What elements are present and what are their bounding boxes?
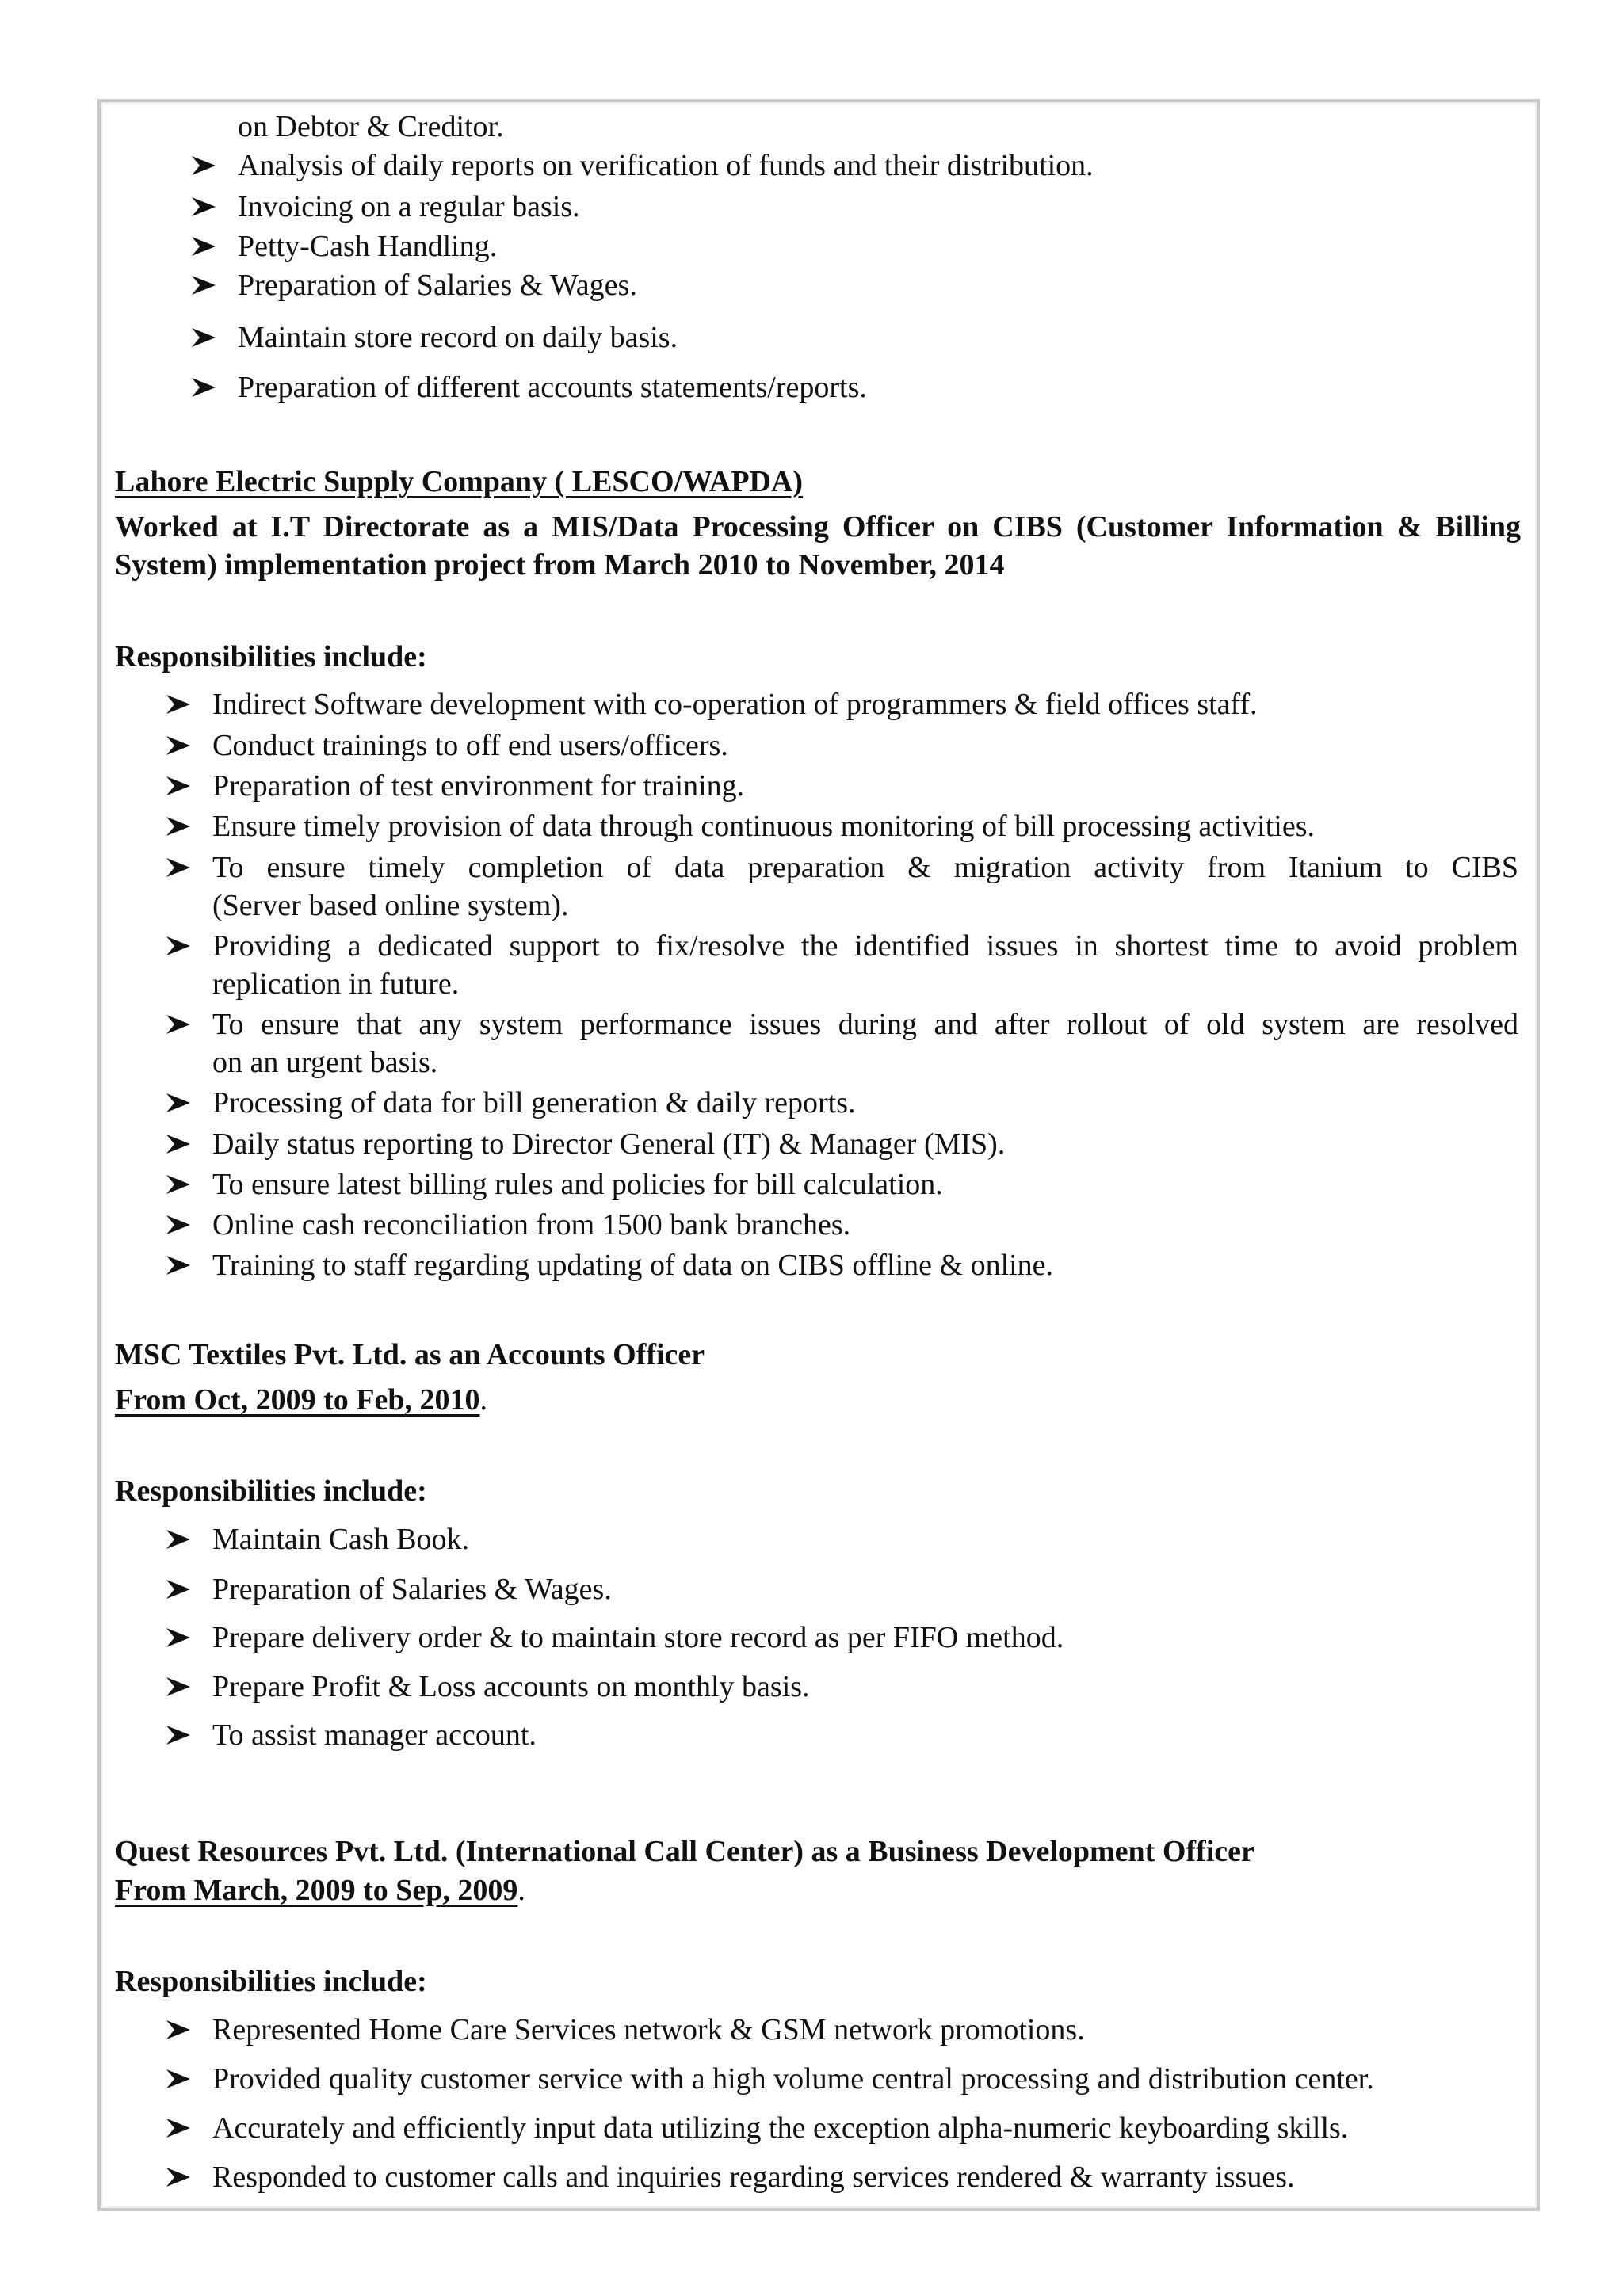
- arrow-bullet-icon: [190, 376, 217, 399]
- arrow-bullet-icon: [165, 856, 192, 879]
- lesco-responsibilities-heading: Responsibilities include:: [115, 640, 427, 673]
- arrow-bullet-icon: [165, 2117, 192, 2139]
- list-item-text: To ensure that any system performance issues during and after rollout of old system are resolved: [212, 1008, 1518, 1041]
- msc-title: MSC Textiles Pvt. Ltd. as an Accounts Officer: [115, 1338, 705, 1371]
- msc-period: From Oct, 2009 to Feb, 2010: [115, 1383, 480, 1417]
- quest-responsibilities-heading: Responsibilities include:: [115, 1965, 427, 1998]
- lesco-company-heading: Lahore Electric Supply Company ( LESCO/WAPDA): [115, 465, 804, 498]
- list-item-text: Invoicing on a regular basis.: [238, 190, 580, 223]
- arrow-bullet-icon: [165, 1254, 192, 1276]
- list-item-text: Maintain Cash Book.: [212, 1523, 470, 1556]
- arrow-bullet-icon: [165, 1092, 192, 1114]
- list-item-text: Maintain store record on daily basis.: [238, 321, 678, 354]
- arrow-bullet-icon: [165, 935, 192, 957]
- list-item-text: on an urgent basis.: [212, 1046, 438, 1079]
- list-item-text: Preparation of Salaries & Wages.: [212, 1573, 612, 1606]
- list-item-text: Preparation of Salaries & Wages.: [238, 269, 637, 302]
- arrow-bullet-icon: [165, 815, 192, 837]
- list-item-text: Analysis of daily reports on verification of funds and their distribution.: [238, 149, 1094, 182]
- list-item-text: Indirect Software development with co-operation of programmers & field offices staff.: [212, 688, 1258, 721]
- list-item-text: Online cash reconciliation from 1500 bank branches.: [212, 1208, 851, 1241]
- lesco-role-line-2: System) implementation project from March 2010 to November, 2014: [115, 548, 1005, 582]
- arrow-bullet-icon: [165, 693, 192, 715]
- arrow-bullet-icon: [165, 1173, 192, 1196]
- msc-period-suffix: .: [479, 1383, 487, 1417]
- list-item-text: Daily status reporting to Director General (IT) & Manager (MIS).: [212, 1127, 1006, 1161]
- arrow-bullet-icon: [165, 1133, 192, 1155]
- arrow-bullet-icon: [165, 1578, 192, 1600]
- list-item-text: Accurately and efficiently input data utilizing the exception alpha-numeric keyboarding skills.: [212, 2111, 1349, 2145]
- list-item-text: Ensure timely provision of data through continuous monitoring of bill processing activities.: [212, 810, 1316, 843]
- arrow-bullet-icon: [165, 775, 192, 797]
- arrow-bullet-icon: [165, 734, 192, 757]
- arrow-bullet-icon: [165, 2019, 192, 2041]
- list-item-text: To assist manager account.: [212, 1718, 537, 1752]
- arrow-bullet-icon: [190, 235, 217, 257]
- list-item-text: Prepare Profit & Loss accounts on monthly basis.: [212, 1670, 810, 1703]
- quest-title: Quest Resources Pvt. Ltd. (International Call Center) as a Business Development Officer: [115, 1835, 1254, 1868]
- list-item-text: Training to staff regarding updating of data on CIBS offline & online.: [212, 1249, 1054, 1282]
- list-item-text: Preparation of test environment for training.: [212, 769, 745, 803]
- arrow-bullet-icon: [165, 1627, 192, 1649]
- list-item-text: To ensure timely completion of data preparation & migration activity from Itanium to CIBS: [212, 851, 1518, 884]
- arrow-bullet-icon: [165, 1676, 192, 1698]
- arrow-bullet-icon: [165, 1214, 192, 1236]
- arrow-bullet-icon: [190, 196, 217, 218]
- arrow-bullet-icon: [165, 2166, 192, 2188]
- list-item-text: Providing a dedicated support to fix/resolve the identified issues in shortest time to avoid problem: [212, 929, 1518, 963]
- list-item-text: Prepare delivery order & to maintain store record as per FIFO method.: [212, 1621, 1064, 1654]
- arrow-bullet-icon: [190, 274, 217, 296]
- quest-period-suffix: .: [517, 1874, 525, 1907]
- arrow-bullet-icon: [190, 154, 217, 177]
- list-item-text: Conduct trainings to off end users/officers.: [212, 729, 728, 762]
- list-item-text: Represented Home Care Services network & GSM network promotions.: [212, 2013, 1085, 2046]
- msc-period-line: [115, 1381, 487, 1419]
- list-item-text: Provided quality customer service with a high volume central processing and distribution center.: [212, 2062, 1374, 2096]
- continuation-text: on Debtor & Creditor.: [238, 110, 504, 143]
- list-item-text: To ensure latest billing rules and policies for bill calculation.: [212, 1168, 943, 1201]
- arrow-bullet-icon: [165, 2068, 192, 2090]
- list-item-text: Preparation of different accounts statements/reports.: [238, 371, 867, 404]
- msc-responsibilities-heading: Responsibilities include:: [115, 1474, 427, 1508]
- quest-period: From March, 2009 to Sep, 2009: [115, 1874, 518, 1907]
- list-item-text: (Server based online system).: [212, 889, 569, 922]
- list-item-text: Processing of data for bill generation & daily reports.: [212, 1086, 856, 1119]
- arrow-bullet-icon: [165, 1528, 192, 1550]
- lesco-role-line-1: Worked at I.T Directorate as a MIS/Data Processing Officer on CIBS (Customer Information & Billing: [115, 510, 1521, 543]
- list-item-text: replication in future.: [212, 967, 460, 1001]
- list-item-text: Responded to customer calls and inquiries regarding services rendered & warranty issues.: [212, 2161, 1295, 2194]
- arrow-bullet-icon: [165, 1013, 192, 1035]
- quest-period-line: [115, 1871, 525, 1909]
- arrow-bullet-icon: [190, 326, 217, 349]
- list-item-text: Petty-Cash Handling.: [238, 230, 498, 263]
- arrow-bullet-icon: [165, 1724, 192, 1746]
